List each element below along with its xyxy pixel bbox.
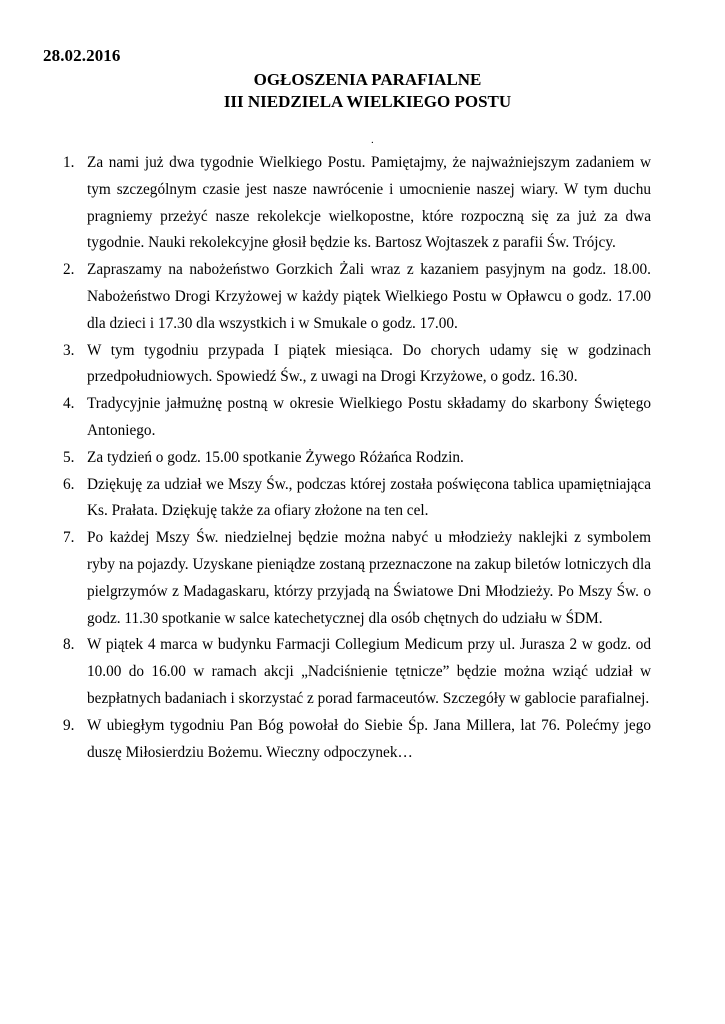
item-text: Za tydzień o godz. 15.00 spotkanie Żywego Różańca Rodzin.: [87, 448, 464, 466]
announcement-item: [63, 525, 651, 632]
item-text: Zapraszamy na nabożeństwo Gorzkich Żali wraz z kazaniem pasyjnym na godz. 18.00. Nabożeństwo Drogi Krzyżowej w każdy piątek Wielkiego Postu w Opławcu o godz. 17.00 dla dzieci i 17.30 dla wszystkich i w Smukale o godz. 17.00.: [87, 261, 651, 332]
item-text: W ubiegłym tygodniu Pan Bóg powołał do Siebie Śp. Jana Millera, lat 76. Polećmy jego duszę Miłosierdziu Bożemu. Wieczny odpoczynek…: [87, 716, 651, 761]
announcements-list: [63, 150, 651, 766]
document-title: OGŁOSZENIA PARAFIALNE: [253, 70, 482, 89]
item-text: Tradycyjnie jałmużnę postną w okresie Wielkiego Postu składamy do skarbony Świętego Antoniego.: [87, 395, 651, 439]
item-number: 1.: [63, 154, 75, 171]
document-subtitle: III NIEDZIELA WIELKIEGO POSTU: [223, 92, 512, 111]
item-text: Za nami już dwa tygodnie Wielkiego Postu. Pamiętajmy, że najważniejszym zadaniem w tym szczególnym czasie jest nasze nawrócenie i umocnienie naszej wiary. W tym duchu pragniemy przeżyć nasze rekolekcje wielkopostne, które rozpoczną się za już za dwa tygodnie. Nauki rekolekcyjne głosił będzie ks. Bartosz Wojtaszek z parafii Św. Trójcy.: [87, 154, 651, 252]
item-number: 2.: [63, 261, 75, 279]
announcement-item: [63, 150, 651, 257]
item-number: 5.: [63, 448, 75, 466]
item-number: 4.: [63, 395, 75, 413]
announcement-item: [63, 338, 651, 392]
item-text: W tym tygodniu przypada I piątek miesiąca. Do chorych udamy się w godzinach przedpołudniowych. Spowiedź Św., z uwagi na Drogi Krzyżowe, o godz. 16.30.: [87, 341, 651, 386]
item-number: 7.: [63, 529, 75, 547]
item-number: 3.: [63, 341, 75, 359]
item-text: W piątek 4 marca w budynku Farmacji Collegium Medicum przy ul. Jurasza 2 w godz. od 10.00 do 16.00 w ramach akcji „Nadciśnienie tętnicze” będzie można wziąć udział w bezpłatnych badaniach i skorzystać z porad farmaceutów. Szczegóły w gablocie parafialnej.: [87, 636, 651, 707]
item-number: 9.: [63, 716, 75, 734]
item-number: 6.: [63, 475, 75, 493]
announcement-date: 28.02.2016: [43, 46, 121, 65]
announcement-item: [63, 632, 651, 712]
announcement-item: [63, 445, 651, 472]
item-text: Dziękuję za udział we Mszy Św., podczas której została poświęcona tablica upamiętniająca Ks. Prałata. Dziękuję także za ofiary złożone na ten cel.: [87, 475, 651, 520]
announcement-item: [63, 257, 651, 337]
announcement-item: [63, 713, 651, 767]
item-text: Po każdej Mszy Św. niedzielnej będzie można nabyć u młodzieży naklejki z symbolem ryby na pojazdy. Uzyskane pieniądze zostaną przeznaczone na zakup biletów lotniczych dla pielgrzymów z Madagaskaru, którzy przyjadą na Światowe Dni Młodzieży. Po Mszy Św. o godz. 11.30 spotkanie w salce katechetycznej dla osób chętnych do udziału w ŚDM.: [87, 529, 651, 627]
separator-dot: .: [371, 134, 374, 146]
announcement-item: [63, 472, 651, 526]
item-number: 8.: [63, 636, 75, 654]
announcement-item: [63, 391, 651, 445]
